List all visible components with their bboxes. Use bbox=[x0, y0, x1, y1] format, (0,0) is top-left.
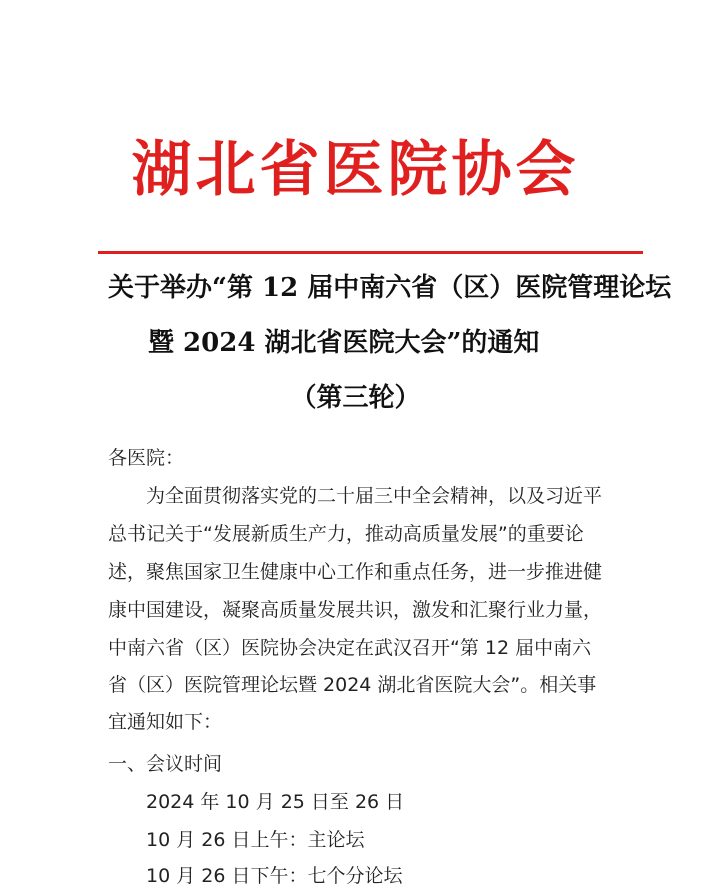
salutation: 各医院： bbox=[108, 447, 185, 469]
sub-forum-time: 10 月 26 日下午：七个分论坛 bbox=[146, 865, 403, 887]
intro-line-3: 述，聚焦国家卫生健康中心工作和重点任务，进一步推进健 bbox=[108, 561, 603, 583]
notice-title-round: （第三轮） bbox=[290, 383, 421, 413]
meeting-dates: 2024 年 10 月 25 日至 26 日 bbox=[146, 791, 405, 813]
intro-line-5: 中南六省（区）医院协会决定在武汉召开“第 12 届中南六 bbox=[108, 637, 592, 659]
notice-title-line-2: 暨 2024 湖北省医院大会”的通知 bbox=[148, 328, 540, 358]
letterhead-red-rule bbox=[98, 251, 643, 254]
intro-line-2: 总书记关于“发展新质生产力，推动高质量发展”的重要论 bbox=[108, 523, 584, 545]
intro-line-1: 为全面贯彻落实党的二十届三中全会精神，以及习近平 bbox=[146, 485, 603, 507]
main-forum-time: 10 月 26 日上午：主论坛 bbox=[146, 829, 365, 851]
intro-line-4: 康中国建设，凝聚高质量发展共识，激发和汇聚行业力量， bbox=[108, 599, 603, 621]
org-letterhead: 湖北省医院协会 bbox=[131, 135, 580, 205]
notice-title-line-1: 关于举办“第 12 届中南六省（区）医院管理论坛 bbox=[108, 273, 672, 303]
section-1-heading: 一、会议时间 bbox=[108, 753, 223, 775]
intro-line-6: 省（区）医院管理论坛暨 2024 湖北省医院大会”。相关事 bbox=[108, 674, 597, 696]
intro-line-7: 宜通知如下： bbox=[108, 711, 223, 733]
